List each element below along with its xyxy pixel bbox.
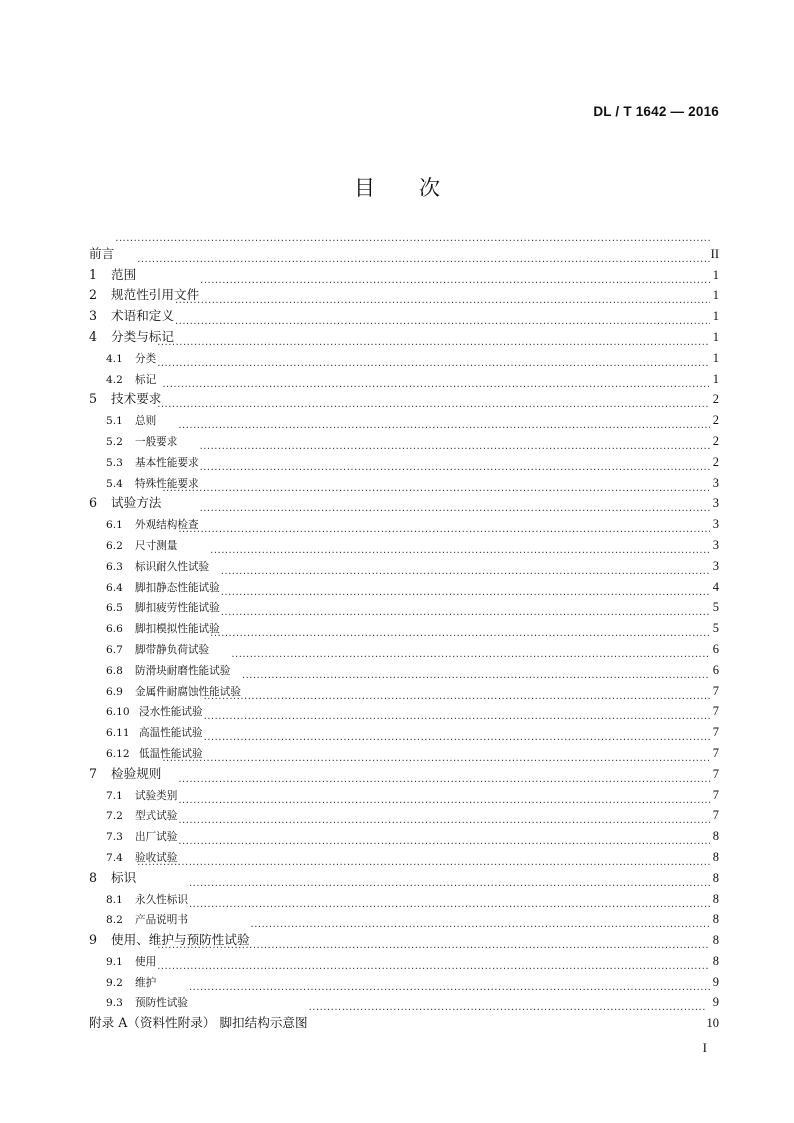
toc-entry[interactable] bbox=[89, 528, 719, 552]
toc-entry-number: 9.3 bbox=[106, 997, 123, 1010]
toc-entry-label: 特殊性能要求 bbox=[135, 477, 199, 490]
toc-entry-label: 标记 bbox=[135, 373, 157, 386]
toc-entry-page: 8 bbox=[712, 870, 719, 885]
toc-entry-page: 7 bbox=[712, 725, 719, 740]
toc-leader-dots bbox=[157, 965, 710, 986]
toc-leader-dots bbox=[178, 819, 710, 840]
toc-leader-dots bbox=[162, 487, 710, 508]
toc-entry-page: 7 bbox=[712, 683, 719, 698]
toc-entry-label: 附录 A（资料性附录） 脚扣结构示意图 bbox=[89, 1015, 308, 1031]
toc-entry-page: 8 bbox=[712, 953, 719, 968]
toc-entry-page: II bbox=[710, 246, 719, 261]
toc-leader-dots bbox=[157, 403, 710, 424]
toc-entry-page: 2 bbox=[712, 413, 719, 428]
toc-entry-label: 尺寸测量 bbox=[135, 539, 178, 552]
toc-leader-dots bbox=[157, 341, 710, 362]
toc-entry-number: 9.2 bbox=[106, 976, 123, 989]
toc-entry-label: 验收试验 bbox=[135, 851, 178, 864]
toc-leader-dots bbox=[157, 362, 710, 383]
toc-entry-page: 7 bbox=[712, 745, 719, 760]
toc-entry-label: 技术要求 bbox=[111, 391, 162, 407]
toc-entry-label: 出厂试验 bbox=[135, 831, 178, 844]
toc-entry[interactable] bbox=[89, 258, 719, 282]
toc-entry-page: 5 bbox=[712, 600, 719, 615]
toc-entry-number: 7 bbox=[89, 765, 98, 781]
toc-entry-label: 低温性能试验 bbox=[139, 747, 203, 760]
toc-entry-number: 6.4 bbox=[106, 581, 123, 594]
toc-entry-label: 高温性能试验 bbox=[139, 727, 203, 740]
toc-entry-label: 基本性能要求 bbox=[135, 456, 199, 469]
toc-entry[interactable] bbox=[89, 362, 719, 386]
toc-entry-label: 试验方法 bbox=[111, 495, 162, 511]
toc-entry-number: 5.1 bbox=[106, 415, 123, 428]
standard-code: DL / T 1642 — 2016 bbox=[593, 104, 719, 119]
toc-entry-label: 一般要求 bbox=[135, 435, 178, 448]
toc-entry-page: 8 bbox=[712, 849, 719, 864]
toc-entry-label: 金属件耐腐蚀性能试验 bbox=[135, 685, 241, 698]
toc-entry[interactable] bbox=[89, 965, 719, 989]
toc-entry-page: 1 bbox=[712, 329, 719, 344]
toc-entry-number: 5 bbox=[89, 391, 98, 407]
page-number: I bbox=[702, 1040, 707, 1055]
toc-leader-dots bbox=[204, 715, 710, 736]
toc-entry-page: 5 bbox=[712, 621, 719, 636]
toc-entry-label: 使用、维护与预防性试验 bbox=[111, 932, 250, 948]
toc-leader-dots bbox=[189, 986, 710, 1007]
toc-leader-dots bbox=[162, 383, 710, 404]
toc-leader-dots bbox=[189, 903, 710, 924]
toc-leader-dots bbox=[178, 840, 710, 861]
toc-entry-number: 8.1 bbox=[106, 893, 123, 906]
toc-entry-number: 6.3 bbox=[106, 560, 123, 573]
toc-entry[interactable] bbox=[89, 320, 719, 344]
toc-entry[interactable] bbox=[89, 549, 719, 573]
toc-entry[interactable] bbox=[89, 383, 719, 407]
toc-leader-dots bbox=[175, 320, 710, 341]
toc-leader-dots bbox=[251, 923, 710, 944]
toc-leader-dots bbox=[200, 507, 710, 528]
toc-leader-dots bbox=[178, 799, 710, 820]
toc-entry[interactable] bbox=[89, 487, 719, 511]
toc-entry-page: 9 bbox=[712, 995, 719, 1010]
toc-entry-label: 规范性引用文件 bbox=[111, 287, 200, 303]
toc-entry-number: 7.3 bbox=[106, 831, 123, 844]
toc-entry-label: 脚扣疲劳性能试验 bbox=[135, 602, 220, 615]
toc-entry-number: 6.8 bbox=[106, 664, 123, 677]
toc-entry[interactable] bbox=[89, 445, 719, 469]
toc-leader-dots bbox=[221, 570, 710, 591]
toc-entry-number: 9 bbox=[89, 932, 98, 948]
toc-entry-number: 7.2 bbox=[106, 810, 123, 823]
toc-entry-number: 4.2 bbox=[106, 373, 123, 386]
toc-entry-label: 使用 bbox=[135, 955, 157, 968]
toc-entry-number: 6.12 bbox=[106, 747, 130, 760]
toc-leader-dots bbox=[115, 237, 709, 258]
toc-entry-number: 8 bbox=[89, 869, 98, 885]
toc-entry[interactable] bbox=[89, 819, 719, 844]
toc-leader-dots bbox=[200, 279, 710, 300]
toc-entry-number: 6.1 bbox=[106, 519, 123, 532]
toc-leader-dots bbox=[221, 591, 710, 612]
toc-entry-label: 前言 bbox=[89, 245, 115, 261]
toc-entry-page: 3 bbox=[712, 537, 719, 552]
toc-leader-dots bbox=[210, 632, 710, 653]
toc-entry-number: 5.2 bbox=[106, 435, 123, 448]
toc-entry-page: 8 bbox=[712, 933, 719, 948]
toc-entry-number: 6.11 bbox=[106, 727, 130, 740]
toc-entry-page: 9 bbox=[712, 974, 719, 989]
toc-entry-label: 型式试验 bbox=[135, 810, 178, 823]
toc-entry-page: 2 bbox=[712, 392, 719, 407]
toc-entry-number: 2 bbox=[89, 287, 98, 303]
table-of-contents bbox=[89, 237, 719, 1031]
toc-entry-page: 2 bbox=[712, 454, 719, 469]
toc-entry-label: 试验类别 bbox=[135, 789, 178, 802]
toc-entry[interactable] bbox=[89, 861, 719, 885]
toc-leader-dots bbox=[178, 424, 710, 445]
toc-entry-page: 1 bbox=[712, 267, 719, 282]
toc-leader-dots bbox=[204, 736, 710, 757]
toc-entry-number: 6.9 bbox=[106, 685, 123, 698]
toc-leader-dots bbox=[200, 445, 710, 466]
toc-entry[interactable] bbox=[89, 944, 719, 968]
toc-entry[interactable] bbox=[89, 799, 719, 823]
toc-entry-label: 脚扣静态性能试验 bbox=[135, 581, 220, 594]
toc-entry-label: 永久性标识 bbox=[135, 893, 188, 906]
toc-entry-page: 3 bbox=[712, 475, 719, 490]
toc-entry-page: 8 bbox=[712, 912, 719, 927]
toc-entry-label: 分类与标记 bbox=[111, 328, 174, 344]
toc-leader-dots bbox=[210, 549, 710, 570]
toc-entry-number: 6.7 bbox=[106, 643, 123, 656]
toc-entry[interactable] bbox=[89, 507, 719, 532]
toc-entry-label: 脚带静负荷试验 bbox=[135, 643, 210, 656]
toc-entry-label: 检验规则 bbox=[111, 765, 162, 781]
page-title bbox=[0, 172, 794, 202]
toc-entry[interactable] bbox=[89, 778, 719, 802]
toc-entry-page: 10 bbox=[706, 1016, 719, 1031]
toc-leader-dots bbox=[178, 778, 710, 799]
toc-leader-dots bbox=[231, 653, 710, 674]
toc-entry-number: 6.10 bbox=[106, 706, 130, 719]
toc-entry-page: 3 bbox=[712, 517, 719, 532]
toc-entry-label: 外观结构检查 bbox=[135, 519, 199, 532]
toc-entry[interactable] bbox=[89, 279, 719, 303]
toc-leader-dots bbox=[204, 695, 710, 716]
toc-entry[interactable] bbox=[89, 424, 719, 448]
toc-entry-number: 8.2 bbox=[106, 914, 123, 927]
toc-entry-number: 7.4 bbox=[106, 851, 123, 864]
toc-entry-page: 8 bbox=[712, 891, 719, 906]
toc-entry-page: 2 bbox=[712, 433, 719, 448]
toc-entry-number: 4 bbox=[89, 328, 98, 344]
toc-leader-dots bbox=[309, 1006, 706, 1027]
toc-leader-dots bbox=[137, 258, 710, 279]
toc-entry-page: 1 bbox=[712, 309, 719, 324]
title-char-2: 次 bbox=[419, 176, 440, 200]
toc-entry-number: 5.3 bbox=[106, 456, 123, 469]
toc-leader-dots bbox=[200, 466, 710, 487]
toc-entry-label: 分类 bbox=[135, 352, 157, 365]
toc-entry-number: 6.6 bbox=[106, 623, 123, 636]
toc-entry[interactable] bbox=[89, 403, 719, 428]
toc-entry-label: 防滑块耐磨性能试验 bbox=[135, 664, 231, 677]
toc-leader-dots bbox=[221, 611, 710, 632]
toc-entry-number: 6 bbox=[89, 495, 98, 511]
toc-entry-number: 9.1 bbox=[106, 955, 123, 968]
toc-leader-dots bbox=[189, 882, 710, 903]
toc-entry-number: 7.1 bbox=[106, 789, 123, 802]
toc-entry-label: 总则 bbox=[135, 415, 157, 428]
toc-entry[interactable] bbox=[89, 757, 719, 781]
toc-leader-dots bbox=[162, 757, 710, 778]
toc-entry-page: 1 bbox=[712, 371, 719, 386]
toc-entry-label: 产品说明书 bbox=[135, 914, 188, 927]
toc-entry-label: 维护 bbox=[135, 976, 157, 989]
toc-leader-dots bbox=[157, 944, 710, 965]
toc-entry[interactable] bbox=[89, 986, 719, 1010]
toc-leader-dots bbox=[175, 299, 710, 320]
toc-entry-number: 6.5 bbox=[106, 602, 123, 615]
toc-entry-label: 标识 bbox=[111, 869, 137, 885]
toc-entry[interactable] bbox=[89, 341, 719, 365]
toc-entry-page: 7 bbox=[712, 787, 719, 802]
toc-entry-page: 4 bbox=[712, 579, 719, 594]
toc-entry-page: 6 bbox=[712, 662, 719, 677]
toc-entry[interactable] bbox=[89, 840, 719, 864]
toc-entry-page: 7 bbox=[712, 808, 719, 823]
toc-entry-page: 3 bbox=[712, 496, 719, 511]
toc-entry-label: 标识耐久性试验 bbox=[135, 560, 210, 573]
toc-entry-page: 1 bbox=[712, 350, 719, 365]
title-char-1: 目 bbox=[354, 176, 375, 200]
toc-entry-page: 6 bbox=[712, 641, 719, 656]
toc-entry-page: 7 bbox=[712, 704, 719, 719]
toc-entry-page: 3 bbox=[712, 558, 719, 573]
toc-leader-dots bbox=[137, 861, 710, 882]
toc-entry[interactable] bbox=[89, 882, 719, 906]
toc-entry-label: 范围 bbox=[111, 266, 137, 282]
toc-entry-label: 浸水性能试验 bbox=[139, 706, 203, 719]
toc-entry-label: 预防性试验 bbox=[135, 997, 188, 1010]
toc-entry-number: 6.2 bbox=[106, 539, 123, 552]
toc-entry-number: 4.1 bbox=[106, 352, 123, 365]
toc-leader-dots bbox=[242, 674, 710, 695]
toc-entry-page: 8 bbox=[712, 829, 719, 844]
toc-entry-label: 术语和定义 bbox=[111, 308, 174, 324]
toc-entry-number: 1 bbox=[89, 266, 98, 282]
toc-leader-dots bbox=[178, 528, 710, 549]
toc-entry-page: 1 bbox=[712, 288, 719, 303]
toc-entry[interactable] bbox=[89, 299, 719, 324]
toc-entry-number: 3 bbox=[89, 308, 98, 324]
toc-entry-number: 5.4 bbox=[106, 477, 123, 490]
toc-entry-label: 脚扣模拟性能试验 bbox=[135, 623, 220, 636]
toc-entry-page: 7 bbox=[712, 766, 719, 781]
toc-entry[interactable] bbox=[89, 237, 719, 261]
